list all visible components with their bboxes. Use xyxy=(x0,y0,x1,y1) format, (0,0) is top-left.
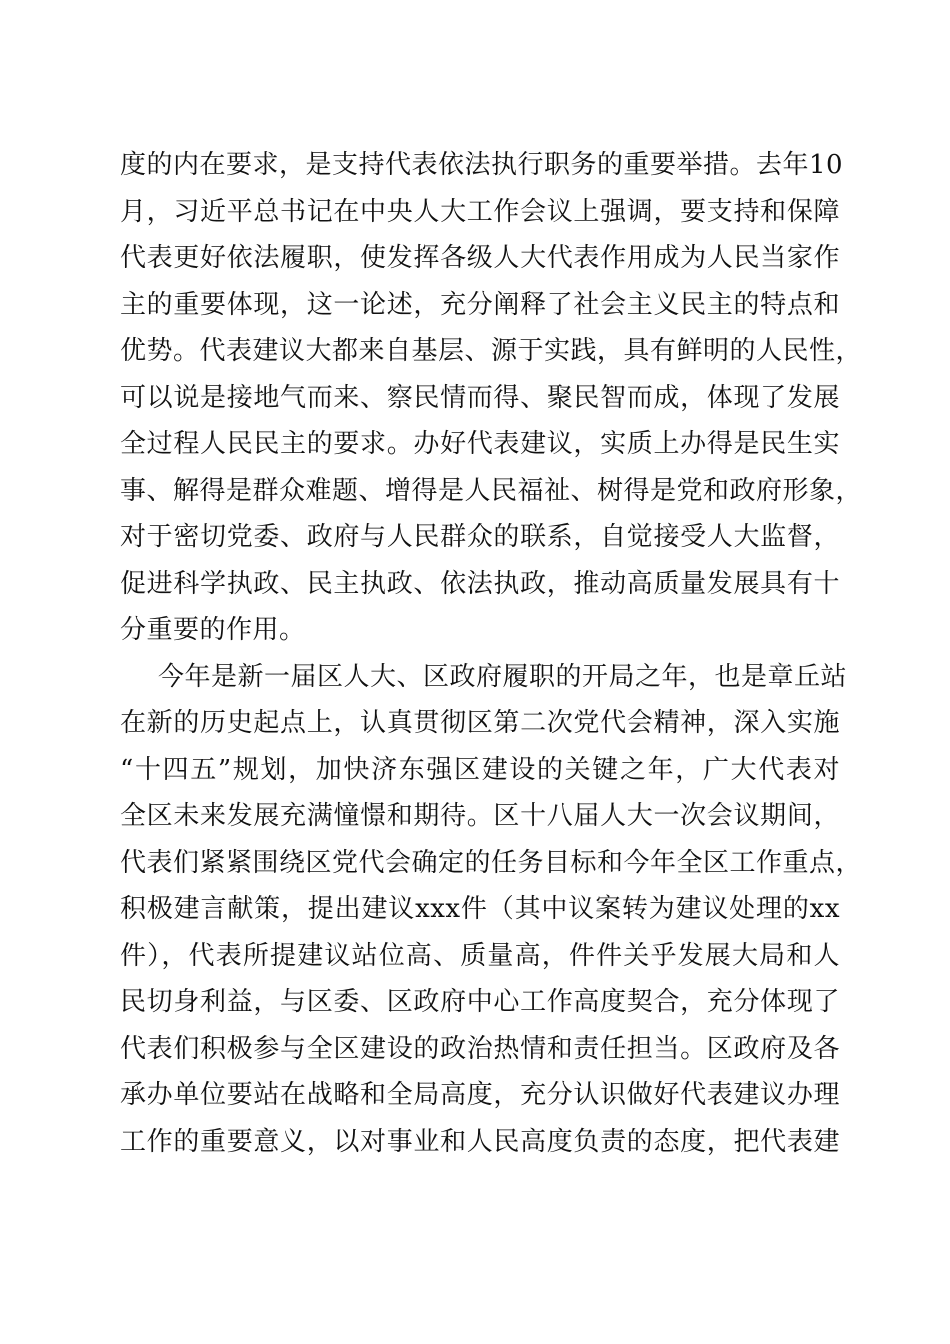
text-line: 促进科学执政、民主执政、依法执政，推动高质量发展具有十 xyxy=(120,568,840,599)
document-body xyxy=(120,142,863,1165)
paragraph-2 xyxy=(120,654,863,1166)
text-line: 代表们积极参与全区建设的政治热情和责任担当。区政府及各 xyxy=(120,1033,840,1064)
text-line: 件），代表所提建议站位高、质量高，件件关乎发展大局和人 xyxy=(120,940,840,971)
text-line: 全过程人民民主的要求。办好代表建议，实质上办得是民生实 xyxy=(120,429,840,459)
text-line: 月，习近平总书记在中央人大工作会议上强调，要支持和保障 xyxy=(120,196,840,227)
text-line: “十四五”规划，加快济东强区建设的关键之年，广大代表对 xyxy=(120,754,840,785)
text-line: 优势。代表建议大都来自基层、源于实践，具有鲜明的人民性， xyxy=(120,336,863,366)
text-line: 在新的历史起点上，认真贯彻区第二次党代会精神，深入实施 xyxy=(120,708,840,738)
text-line: 积极建言献策，提出建议xxx件（其中议案转为建议处理的xx xyxy=(120,894,840,924)
text-line: 代表更好依法履职，使发挥各级人大代表作用成为人民当家作 xyxy=(120,243,840,273)
text-line: 可以说是接地气而来、察民情而得、聚民智而成，体现了发展 xyxy=(120,382,840,413)
paragraph-1 xyxy=(120,142,863,654)
text-line: 主的重要体现，这一论述，充分阐释了社会主义民主的特点和 xyxy=(120,289,840,320)
text-line: 度的内在要求，是支持代表依法执行职务的重要举措。去年10 xyxy=(120,150,844,180)
text-line: 工作的重要意义，以对事业和人民高度负责的态度，把代表建 xyxy=(120,1126,840,1157)
text-line: 代表们紧紧围绕区党代会确定的任务目标和今年全区工作重点， xyxy=(120,847,863,878)
text-line: 今年是新一届区人大、区政府履职的开局之年，也是章丘站 xyxy=(158,661,848,692)
text-line: 分重要的作用。 xyxy=(120,615,306,645)
text-line: 对于密切党委、政府与人民群众的联系，自觉接受人大监督， xyxy=(120,522,840,552)
text-line: 事、解得是群众难题、增得是人民福祉、树得是党和政府形象， xyxy=(120,475,863,506)
text-line: 民切身利益，与区委、区政府中心工作高度契合，充分体现了 xyxy=(120,987,840,1017)
text-line: 承办单位要站在战略和全局高度，充分认识做好代表建议办理 xyxy=(120,1080,840,1110)
text-line: 全区未来发展充满憧憬和期待。区十八届人大一次会议期间， xyxy=(120,801,840,831)
